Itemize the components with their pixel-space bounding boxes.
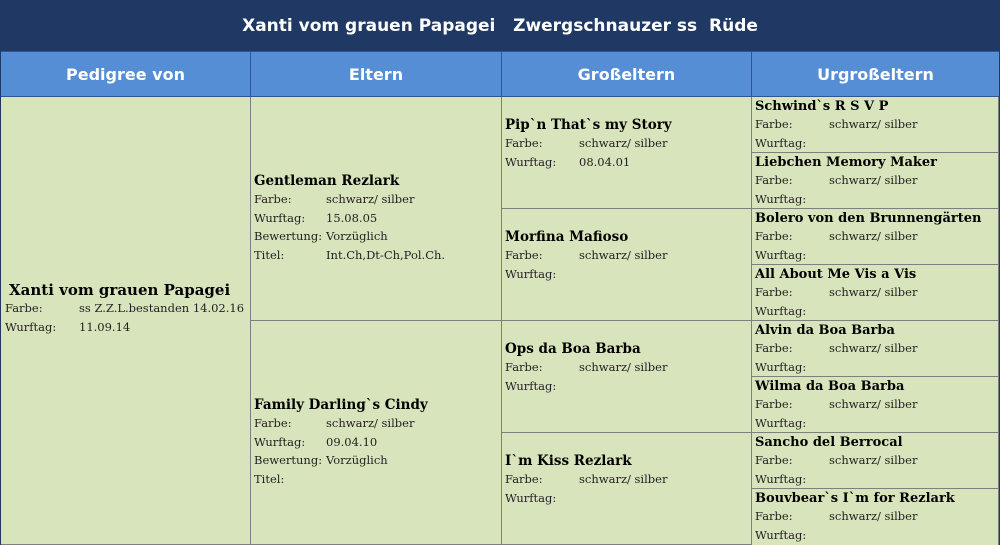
great-grandparent-name: Bolero von den Brunnengärten (755, 211, 982, 226)
great-grandparent-info (755, 266, 917, 320)
grandparent-cell (502, 321, 752, 433)
parent-cell-dam (251, 321, 502, 545)
wurftag-label: Wurftag: (755, 135, 807, 150)
pedigree-grid (1, 97, 999, 545)
farbe-value: schwarz/ silber (829, 341, 918, 355)
great-grandparent-cell (752, 377, 999, 433)
great-grandparent-info (755, 154, 937, 208)
grandparent-name: I`m Kiss Rezlark (505, 453, 632, 469)
farbe-value: schwarz/ silber (829, 229, 918, 243)
parent-info (254, 396, 428, 488)
great-grandparent-cell (752, 153, 999, 209)
great-grandparent-name: Wilma da Boa Barba (755, 379, 905, 394)
wurftag-label: Wurftag: (505, 154, 557, 169)
subject-cell (1, 97, 251, 545)
grandparent-name: Pip`n That`s my Story (505, 117, 672, 133)
wurftag-value: 09.04.10 (326, 434, 378, 449)
titel-label: Titel: (254, 471, 285, 486)
wurftag-label: Wurftag: (755, 191, 807, 206)
page-title: Xanti vom grauen Papagei Zwergschnauzer ss Rüde (1, 1, 999, 51)
great-grandparent-name: Bouvbear`s I`m for Rezlark (755, 491, 955, 506)
great-grandparent-cell (752, 489, 999, 545)
great-grandparent-cell (752, 265, 999, 321)
header-grandparents: Großeltern (502, 52, 752, 96)
great-grandparent-name: Liebchen Memory Maker (755, 155, 938, 170)
grandparent-info (505, 452, 667, 507)
great-grandparent-name: Alvin da Boa Barba (755, 323, 895, 338)
farbe-label: Farbe: (254, 416, 292, 430)
great-grandparent-cell (752, 209, 999, 265)
subject-farbe-label: Farbe: (5, 301, 43, 315)
header-pedigree: Pedigree von (1, 52, 251, 96)
farbe-value: schwarz/ silber (326, 416, 415, 430)
bewertung-value: Vorzüglich (326, 229, 388, 243)
farbe-value: schwarz/ silber (829, 173, 918, 187)
farbe-value: schwarz/ silber (579, 248, 668, 262)
great-grandparent-name: All About Me Vis a Vis (755, 267, 917, 282)
wurftag-label: Wurftag: (505, 266, 557, 281)
farbe-label: Farbe: (505, 360, 543, 374)
wurftag-label: Wurftag: (755, 247, 807, 262)
farbe-label: Farbe: (505, 248, 543, 262)
farbe-value: schwarz/ silber (829, 509, 918, 523)
wurftag-label: Wurftag: (755, 303, 807, 318)
great-grandparent-cell (752, 321, 999, 377)
parent-name: Gentleman Rezlark (254, 173, 400, 189)
farbe-value: schwarz/ silber (829, 453, 918, 467)
wurftag-label: Wurftag: (254, 434, 306, 449)
farbe-value: schwarz/ silber (326, 192, 415, 206)
farbe-label: Farbe: (755, 397, 793, 411)
parent-name: Family Darling`s Cindy (254, 397, 428, 413)
great-grandparent-info (755, 378, 917, 432)
subject-farbe: ss Z.Z.L.bestanden 14.02.16 (79, 301, 245, 315)
grandparent-cell (502, 433, 752, 545)
farbe-label: Farbe: (755, 173, 793, 187)
farbe-value: schwarz/ silber (579, 472, 668, 486)
wurftag-value: 08.04.01 (579, 154, 631, 169)
grandparent-name: Ops da Boa Barba (505, 341, 641, 357)
great-grandparent-info (755, 434, 917, 488)
farbe-value: schwarz/ silber (579, 136, 668, 150)
subject-wurftag-label: Wurftag: (5, 319, 57, 334)
wurftag-label: Wurftag: (505, 378, 557, 393)
great-grandparent-info (755, 490, 955, 544)
wurftag-label: Wurftag: (755, 471, 807, 486)
farbe-value: schwarz/ silber (579, 360, 668, 374)
great-grandparent-name: Schwind`s R S V P (755, 99, 889, 114)
grandparent-info (505, 340, 667, 395)
subject-info (5, 281, 244, 336)
titel-label: Titel: (254, 247, 285, 262)
parent-info (254, 172, 445, 264)
farbe-value: schwarz/ silber (829, 397, 918, 411)
farbe-label: Farbe: (505, 472, 543, 486)
great-grandparent-info (755, 210, 981, 264)
grandparent-info (505, 228, 667, 283)
wurftag-label: Wurftag: (505, 490, 557, 505)
farbe-label: Farbe: (254, 192, 292, 206)
great-grandparent-cell (752, 433, 999, 489)
great-grandparent-cell (752, 97, 999, 153)
farbe-label: Farbe: (755, 453, 793, 467)
farbe-label: Farbe: (755, 341, 793, 355)
wurftag-label: Wurftag: (755, 527, 807, 542)
titel-value: Int.Ch,Dt-Ch,Pol.Ch. (326, 247, 446, 262)
header-parents: Eltern (251, 52, 502, 96)
wurftag-value: 15.08.05 (326, 210, 378, 225)
farbe-label: Farbe: (755, 509, 793, 523)
subject-wurftag: 11.09.14 (79, 319, 131, 334)
column-header-row (1, 51, 999, 97)
great-grandparent-info (755, 322, 917, 376)
wurftag-label: Wurftag: (755, 415, 807, 430)
parent-cell-sire (251, 97, 502, 321)
farbe-value: schwarz/ silber (829, 285, 918, 299)
grandparent-cell (502, 209, 752, 321)
bewertung-value: Vorzüglich (326, 453, 388, 467)
wurftag-label: Wurftag: (254, 210, 306, 225)
grandparent-cell (502, 97, 752, 209)
grandparent-name: Morfina Mafioso (505, 229, 629, 245)
header-great-grandparents: Urgroßeltern (817, 64, 934, 84)
farbe-label: Farbe: (755, 229, 793, 243)
farbe-value: schwarz/ silber (829, 117, 918, 131)
subject-name: Xanti vom grauen Papagei (9, 281, 231, 299)
great-grandparent-info (755, 98, 917, 152)
farbe-label: Farbe: (755, 285, 793, 299)
grandparent-info (505, 116, 672, 171)
great-grandparent-name: Sancho del Berrocal (755, 435, 903, 450)
farbe-label: Farbe: (505, 136, 543, 150)
bewertung-label: Bewertung: (254, 229, 323, 243)
farbe-label: Farbe: (755, 117, 793, 131)
wurftag-label: Wurftag: (755, 359, 807, 374)
bewertung-label: Bewertung: (254, 453, 323, 467)
